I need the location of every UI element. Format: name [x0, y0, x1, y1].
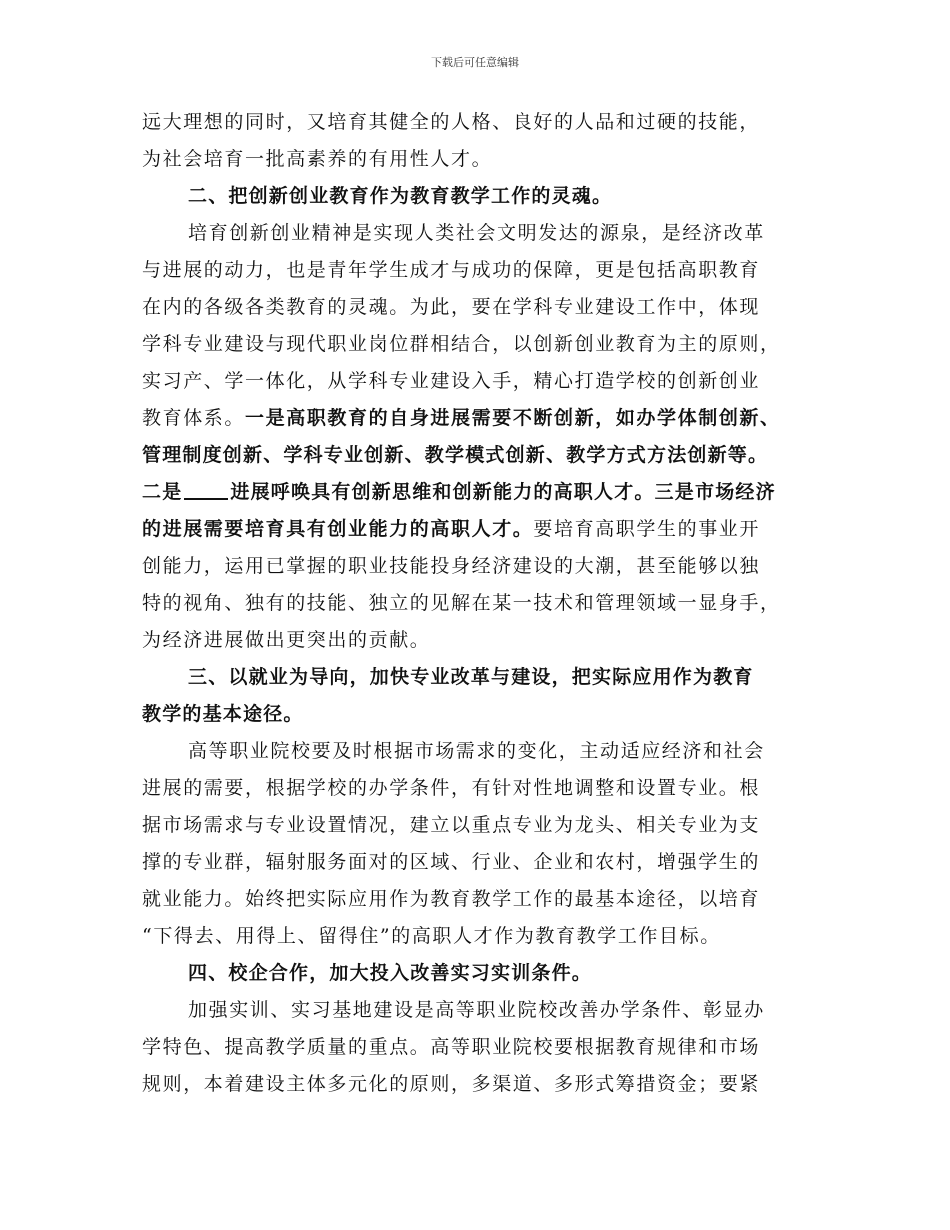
paragraph-line: 与进展的动力，也是青年学生成才与成功的保障，更是包括高职教育 [142, 259, 761, 281]
paragraph-line: 培育创新创业精神是实现人类社会文明发达的源泉，是经济改革 [188, 222, 765, 244]
paragraph-line: 特的视角、独有的技能、独立的见解在某一技术和管理领域一显身手， [142, 592, 781, 614]
section-heading-3: 三、以就业为导向，加快专业改革与建设，把实际应用作为教育 [188, 666, 754, 688]
paragraph-line [142, 400, 832, 437]
page-header: 下载后可任意编辑 [431, 56, 519, 69]
paragraph-line: 为社会培育一批高素养的有用性人才。 [142, 148, 493, 170]
bold-text-run: 二是 [142, 481, 183, 503]
section-heading-2: 二、把创新创业教育作为教育教学工作的灵魂。 [188, 185, 613, 207]
bold-text-run: 进展呼唤具有创新思维和创新能力的高职人才。三是市场经济 [230, 481, 776, 503]
paragraph-line: 为经济进展做出更突出的贡献。 [142, 629, 431, 651]
section-heading-3-cont: 教学的基本途径。 [142, 703, 304, 725]
paragraph-line: 就业能力。始终把实际应用作为教育教学工作的最基本途径，以培育 [142, 888, 761, 910]
paragraph-line: 创能力，运用已掌握的职业技能投身经济建设的大潮，甚至能够以独 [142, 555, 761, 577]
paragraph-line: 规则，本着建设主体多元化的原则，多渠道、多形式筹措资金；要紧 [142, 1073, 761, 1095]
paragraph-line: 实习产、学一体化，从学科专业建设入手，精心打造学校的创新创业 [142, 370, 761, 392]
blank-underline [184, 480, 228, 500]
paragraph-line: 撑的专业群，辐射服务面对的区域、行业、企业和农村，增强学生的 [142, 851, 761, 873]
text-run: 教育体系。 [142, 407, 246, 429]
paragraph-line: 加强实训、实习基地建设是高等职业院校改善办学条件、彰显办 [188, 999, 765, 1021]
paragraph-line: 学特色、提高教学质量的重点。高等职业院校要根据教育规律和市场 [142, 1036, 761, 1058]
paragraph-line [142, 511, 832, 548]
paragraph-line: 高等职业院校要及时根据市场需求的变化，主动适应经济和社会 [188, 740, 765, 762]
paragraph-line: 进展的需要，根据学校的办学条件，有针对性地调整和设置专业。根 [142, 777, 761, 799]
paragraph-line: “下得去、用得上、留得住”的高职人才作为教育教学工作目标。 [142, 925, 721, 947]
paragraph-line: 据市场需求与专业设置情况，建立以重点专业为龙头、相关专业为支 [142, 814, 761, 836]
document-body [142, 104, 832, 1103]
text-run: 要培育高职学生的事业开 [533, 518, 761, 540]
bold-text-run: 的进展需要培育具有创业能力的高职人才。 [142, 518, 534, 540]
paragraph-line: 学科专业建设与现代职业岗位群相结合，以创新创业教育为主的原则， [142, 333, 781, 355]
paragraph-line: 管理制度创新、学科专业创新、教学模式创新、教学方式方法创新等。 [142, 444, 769, 466]
paragraph-line: 远大理想的同时，又培育其健全的人格、良好的人品和过硬的技能， [142, 111, 761, 133]
section-heading-4: 四、校企合作，加大投入改善实习实训条件。 [188, 962, 593, 984]
paragraph-line: 在内的各级各类教育的灵魂。为此，要在学科专业建设工作中，体现 [142, 296, 761, 318]
paragraph-line [142, 474, 832, 511]
bold-text-run: 一是高职教育的自身进展需要不断创新，如办学体制创新、 [245, 407, 781, 429]
